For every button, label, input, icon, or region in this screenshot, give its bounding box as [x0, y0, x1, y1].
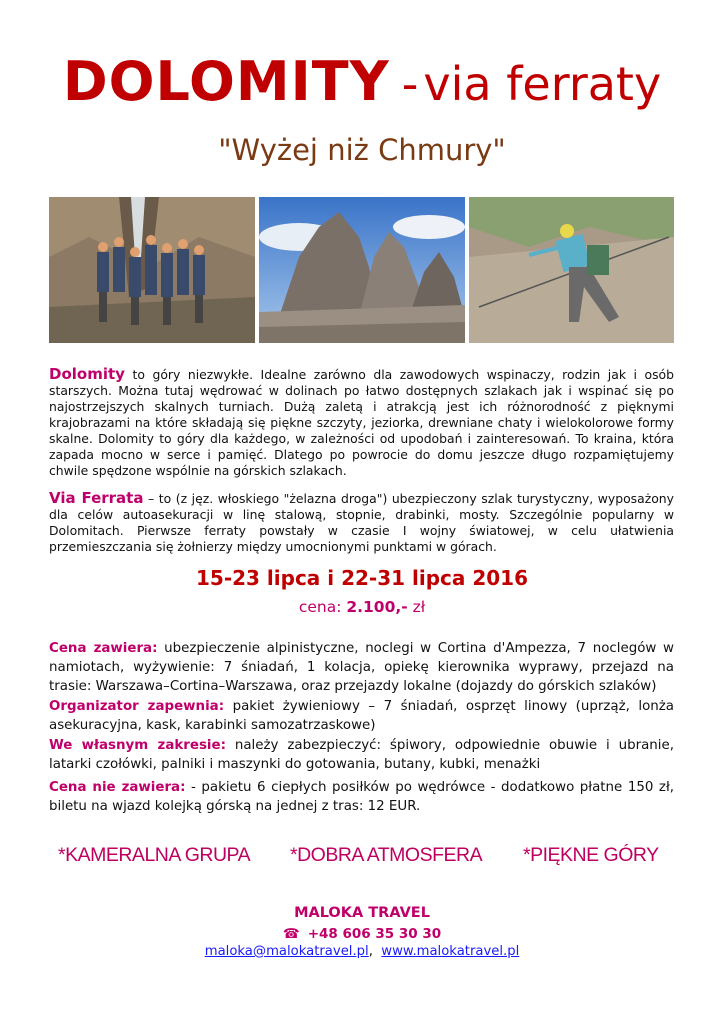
ferrata-text: – to (z jęz. włoskiego "żelazna droga") ubezpieczony szlak turystyczny, wyposażony dla celów autoasekuracji w linę stalową, stopnie, drabinki, mosty. Szczególnie popularny w Dolomitach. Pierwsze ferraty powstały w czasie I wojny światowej, w celu ułatwienia przemieszczania się żołnierzy między umocnionymi punktami w górach. [49, 491, 674, 554]
dolomity-text: to góry niezwykłe. Idealne zarówno dla zawodowych wspinaczy, rodzin jak i osób starszych. Można tutaj wędrować w dolinach po łatwo dostępnych szlakach jak i wspinać się po najostrzejszych skalnych turniach. Dużą zaletą i atrakcją jest ich różnorodność z pięknymi krajobrazami na które składają się piękne szczyty, jeziorka, drewniane chaty i wielokolorowe formy skalne. Dolomity to góry dla każdego, w zależności od upodobań i zainteresowań. To kraina, która zapada mocno w serce i pamięć. Dlatego po powrocie do domu jeszcze długo rozpamiętujemy chwile spędzone wspólnie na górskich szlakach. [49, 367, 674, 478]
photo-ferrata-climber [469, 197, 674, 343]
contact-separator: , [368, 944, 373, 959]
photo-strip [49, 197, 674, 343]
title-sub: via ferraty [423, 57, 662, 111]
trip-dates: 15-23 lipca i 22-31 lipca 2016 [195, 566, 529, 590]
detail-text: należy zabezpieczyć: śpiwory, odpowiednie obuwie i ubranie, latarki czołówki, palniki i maszynki do gotowania, butany, kubki, menażki [49, 738, 674, 772]
dolomity-lead: Dolomity [49, 365, 125, 383]
email-link[interactable]: maloka@malokatravel.pl [204, 944, 369, 959]
photo-three-peaks [259, 197, 465, 343]
photo-group-climbers [49, 197, 255, 343]
highlight-beautiful-mountains: *PIĘKNE GÓRY [523, 844, 659, 866]
intro-dolomity [49, 366, 674, 479]
intro-via-ferrata [49, 490, 674, 555]
price-label: cena: [298, 598, 347, 616]
phone-line [0, 926, 724, 942]
detail-text: - pakietu 6 ciepłych posiłków po wędrówce - dodatkowo płatne 150 zł, biletu na wjazd kolejką górską na jednej z tras: 12 EUR. [49, 780, 675, 814]
price-line [0, 598, 724, 616]
price-value: 2.100,- [346, 598, 408, 616]
highlight-good-atmosphere: *DOBRA ATMOSFERA [290, 844, 483, 866]
contact-links [0, 944, 724, 959]
page-subtitle: "Wyżej niż Chmury" [218, 133, 506, 167]
detail-price-includes [49, 639, 674, 696]
detail-own-equipment [49, 736, 674, 774]
ferrata-lead: Via Ferrata [49, 489, 144, 507]
detail-label: Cena zawiera: [49, 641, 158, 656]
detail-label: Cena nie zawiera: [49, 780, 186, 795]
detail-label: We własnym zakresie: [49, 738, 226, 753]
highlight-small-group: *KAMERALNA GRUPA [58, 844, 251, 866]
detail-text: ubezpieczenie alpinistyczne, noclegi w Cortina d'Ampezza, 7 noclegów w namiotach, wyżywienie: 7 śniadań, 1 kolacja, opiekę kierownika wyprawy, przejazd na trasie: Warszawa–Cortina–Warszawa, oraz przejazdy lokalne (dojazdy do górskich szlaków) [49, 641, 674, 694]
phone-number[interactable]: +48 606 35 30 30 [307, 926, 442, 942]
page-title [0, 50, 724, 113]
title-dash: - [401, 57, 419, 111]
title-main: DOLOMITY [62, 50, 390, 113]
detail-price-excludes [49, 778, 674, 816]
detail-organizer-provides [49, 697, 674, 735]
phone-icon: ☎ [282, 926, 300, 942]
website-link[interactable]: www.malokatravel.pl [381, 944, 520, 959]
price-currency: zł [407, 598, 426, 616]
detail-text: pakiet żywieniowy – 7 śniadań, osprzęt linowy (uprząż, lonża asekuracyjna, kask, karabinki samozatrzaskowe) [49, 699, 674, 733]
detail-label: Organizator zapewnia: [49, 699, 225, 714]
company-name: MALOKA TRAVEL [294, 905, 430, 921]
